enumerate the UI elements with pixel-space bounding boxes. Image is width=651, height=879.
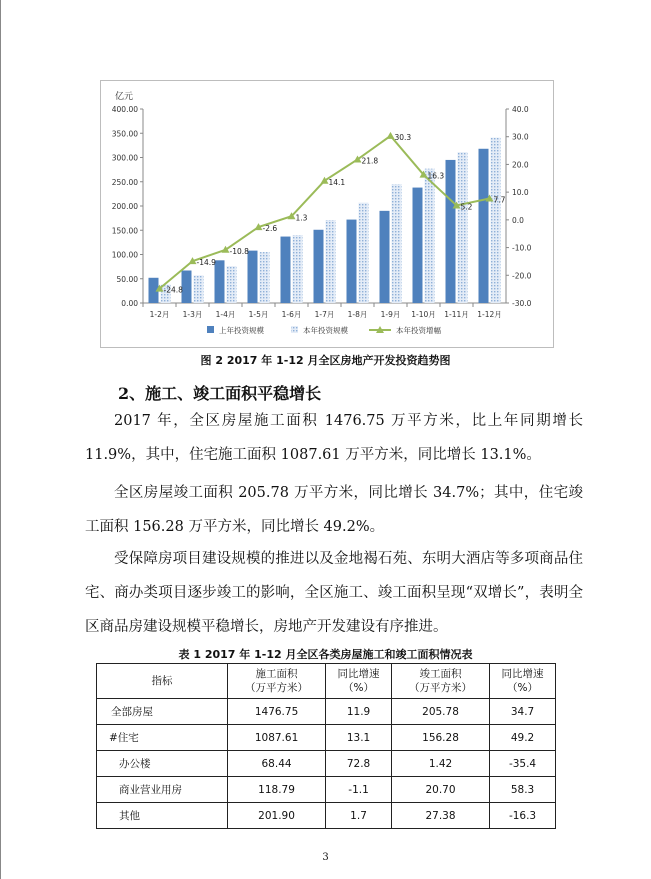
bar-last-year [380,211,390,303]
row-label: 商业营业用房 [97,777,228,803]
bar-this-year [227,266,237,303]
cell-value: 1476.75 [228,699,326,725]
growth-data-label: 5.2 [460,202,473,212]
paragraph-text: 受保障房项目建设规模的推进以及金地褐石苑、东明大酒店等多项商品住宅、商办类项目逐步竣工的影响，全区施工、竣工面积呈现“双增长”，表明全区商品房建设规模平稳增长，房地产开发建设有序推进。 [85,551,583,635]
y-right-tick-label: 10.0 [512,188,529,198]
y-left-tick-label: 150.00 [111,226,138,236]
paragraph-completion [85,476,583,544]
y-left-tick-label: 200.00 [111,202,138,211]
bar-this-year [359,203,369,303]
legend-swatch-last-year [207,326,214,333]
row-label: 全部房屋 [97,699,228,725]
bar-last-year [281,237,291,303]
row-label: #住宅 [97,725,228,751]
y-left-tick-label: 250.00 [111,177,138,187]
bar-this-year [491,138,501,303]
growth-data-label: -10.8 [229,246,249,256]
bar-last-year [347,220,357,303]
cell-value: 1.42 [391,751,489,777]
investment-trend-chart [100,80,554,348]
table-caption: 表 1 2017 年 1-12 月全区各类房屋施工和竣工面积情况表 [178,648,473,661]
area-table [96,663,556,829]
growth-data-label: -2.6 [262,224,278,234]
chart-svg [101,81,553,347]
row-label: 其他 [97,803,228,829]
x-tick-label: 1-8月 [347,310,368,319]
header-text: 同比增速 [501,668,544,680]
y-left-tick-label: 0.00 [121,299,138,308]
bar-last-year [314,230,324,303]
bar-last-year [479,149,489,303]
paragraph-construction [85,404,583,472]
bar-last-year [413,188,423,303]
page-left-edge [0,0,1,879]
cell-value: 58.3 [490,777,556,803]
cell-value: 201.90 [228,803,326,829]
x-tick-label: 1-12月 [477,310,502,319]
y-left-tick-label: 300.00 [111,153,138,163]
growth-data-label: 21.8 [361,156,379,166]
cell-value: -16.3 [490,803,556,829]
header-unit: （万平方米） [245,682,309,694]
cell-value: 13.1 [326,725,392,751]
bar-this-year [326,220,336,303]
table-row [97,699,556,725]
cell-value: 11.9 [326,699,392,725]
growth-data-label: 16.3 [427,171,445,181]
cell-value: 205.78 [391,699,489,725]
header-completion-growth [490,664,556,699]
growth-marker [387,132,395,139]
y-left-tick-label: 400.00 [111,105,138,114]
bar-this-year [260,252,270,303]
table-header-row [97,664,556,699]
figure-caption: 图 2 2017 年 1-12 月全区房地产开发投资趋势图 [200,354,451,367]
y-right-tick-label: -20.0 [512,271,532,281]
growth-data-label: 7.7 [493,195,506,205]
growth-data-label: 1.3 [295,213,308,223]
x-tick-label: 1-3月 [182,310,203,319]
paragraph-text: 2017 年，全区房屋施工面积 1476.75 万平方米，比上年同期增长11.9%，其中，住宅施工面积 1087.61 万平方米，同比增长 13.1%。 [85,413,583,463]
cell-value: -1.1 [326,777,392,803]
y-right-tick-label: -30.0 [512,299,532,308]
y-right-tick-label: 20.0 [512,160,529,170]
y-left-tick-label: 50.00 [116,274,138,284]
page-number: 3 [322,852,329,863]
cell-value: 49.2 [490,725,556,751]
header-unit: （%） [507,682,539,694]
paragraph-text: 全区房屋竣工面积 205.78 万平方米，同比增长 34.7%；其中，住宅竣工面积 156.28 万平方米，同比增长 49.2%。 [85,485,583,535]
growth-data-label: 30.3 [394,132,412,142]
x-tick-label: 1-2月 [149,310,170,319]
table-row [97,751,556,777]
header-construction-growth [326,664,392,699]
legend-label-growth: 本年投资增幅 [396,326,441,335]
header-completion-area [391,664,489,699]
cell-value: 118.79 [228,777,326,803]
cell-value: 72.8 [326,751,392,777]
section-heading: 2、施工、竣工面积平稳增长 [118,384,322,403]
y-left-tick-label: 100.00 [111,250,138,260]
x-tick-label: 1-5月 [248,310,269,319]
legend-swatch-this-year [291,326,298,333]
y-right-tick-label: -10.0 [512,243,532,253]
growth-data-label: 14.1 [328,177,346,187]
cell-value: 1.7 [326,803,392,829]
x-tick-label: 1-10月 [411,310,436,319]
y-right-tick-label: 0.0 [512,215,524,225]
growth-data-label: -24.8 [163,285,183,295]
bar-last-year [215,260,225,303]
header-text: 竣工面积 [419,668,462,680]
header-text: 施工面积 [255,668,298,680]
legend-label-this-year: 本年投资规模 [303,326,348,335]
cell-value: 156.28 [391,725,489,751]
x-tick-label: 1-11月 [444,310,469,319]
header-unit: （%） [343,682,375,694]
table-row [97,803,556,829]
bar-this-year [392,184,402,303]
row-label: 办公楼 [97,751,228,777]
bar-last-year [182,271,192,303]
x-tick-label: 1-6月 [281,310,302,319]
cell-value: 1087.61 [228,725,326,751]
bar-this-year [425,169,435,303]
paragraph-analysis [85,542,583,644]
bar-this-year [458,152,468,303]
header-text: 同比增速 [337,668,380,680]
bar-last-year [446,160,456,303]
bar-this-year [194,275,204,303]
cell-value: 27.38 [391,803,489,829]
growth-data-label: -14.9 [196,258,216,268]
legend-label-last-year: 上年投资规模 [219,326,264,335]
y-right-tick-label: 30.0 [512,132,529,142]
header-construction-area [228,664,326,699]
bar-this-year [293,235,303,303]
cell-value: 68.44 [228,751,326,777]
header-indicator [97,664,228,699]
x-tick-label: 1-9月 [380,310,401,319]
cell-value: 20.70 [391,777,489,803]
x-tick-label: 1-7月 [314,310,335,319]
table-row [97,777,556,803]
y-left-tick-label: 350.00 [111,129,138,139]
header-unit: （万平方米） [409,682,473,694]
cell-value: 34.7 [490,699,556,725]
header-text: 指标 [151,675,173,687]
cell-value: -35.4 [490,751,556,777]
table-row [97,725,556,751]
y-axis-unit: 亿元 [115,92,134,102]
bar-last-year [248,251,258,303]
y-right-tick-label: 40.0 [512,105,529,114]
x-tick-label: 1-4月 [215,310,236,319]
